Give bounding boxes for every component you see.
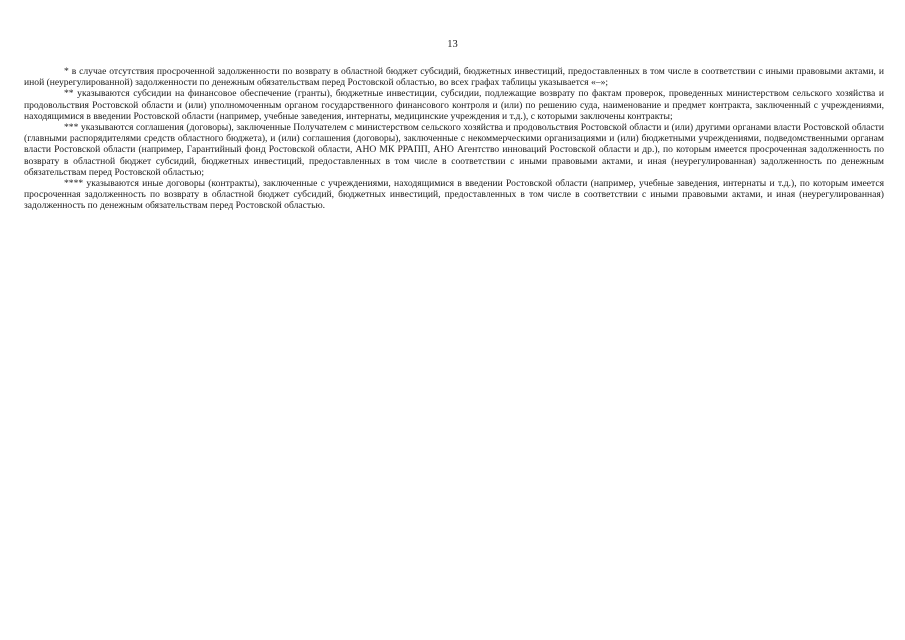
- footnote-3: *** указываются соглашения (договоры), заключенные Получателем с министерством сельского хозяйства и продовольствия Ростовской области и (или) другими органами власти Ростовской области (главными распорядителями средств областного бюджета), и (или) соглашения (договоры), заключенные с некоммерческими организациями и (или) бюджетными учреждениями, подведомственными органам власти Ростовской области (например, Гарантийный фонд Ростовской области, АНО МК РРАПП, АНО Агентство инноваций Ростовской области и др.), по которым имеется просроченная задолженность по возврату в областной бюджет субсидий, бюджетных инвестиций, предоставленных в том числе в соответствии с иными правовыми актами, и иная (неурегулированная) задолженность по денежным обязательствам перед Ростовской областью;: [24, 122, 884, 178]
- footnote-1: * в случае отсутствия просроченной задолженности по возврату в областной бюджет субсидий, бюджетных инвестиций, предоставленных в том числе в соответствии с иными правовыми актами, и иной (неурегулированной) задолженности по денежным обязательствам перед Ростовской областью, во всех графах таблицы указывается «–»;: [24, 66, 884, 89]
- page-number: 13: [447, 39, 458, 50]
- footnote-2: ** указываются субсидии на финансовое обеспечение (гранты), бюджетные инвестиции, субсидии, подлежащие возврату по фактам проверок, проведенных министерством сельского хозяйства и продовольствия Ростовской области и (или) уполномоченным органом государственного финансового контроля и (или) по решению суда, наименование и предмет контракта, заключенный с учреждениями, находящимися в введении Ростовской области (например, учебные заведения, интернаты, медицинские учреждения и т.д.), с которыми заключены контракты;: [24, 88, 884, 122]
- footnote-4: **** указываются иные договоры (контракты), заключенные с учреждениями, находящимися в введении Ростовской области (например, учебные заведения, интернаты и т.д.), по которым имеется просроченная задолженность по возврату в областной бюджет субсидий, бюджетных инвестиций, предоставленных в том числе в соответствии с иными правовыми актами, и иная (неурегулированная) задолженность по денежным обязательствам перед Ростовской областью.: [24, 178, 884, 212]
- footnotes-block: [24, 66, 884, 212]
